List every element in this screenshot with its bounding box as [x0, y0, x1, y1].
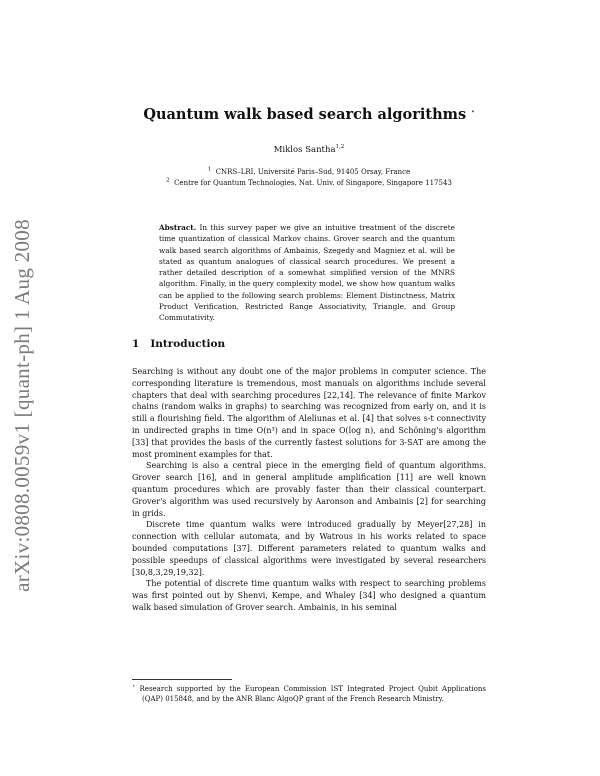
author-affil-marks: 1,2	[335, 144, 345, 151]
affiliations	[132, 167, 486, 189]
paragraph-3: Discrete time quantum walks were introduced gradually by Meyer[27,28] in connection with cellular automata, and by Watrous in his works related to space bounded computations [37]. Different parameters related to quantum walks and possible speedups of classical algorithms were investigated by several researchers [30,8,3,29,19,32].	[132, 520, 486, 577]
introduction-body	[132, 366, 486, 614]
footnote-text: Research supported by the European Commission IST Integrated Project Qubit Applications (QAP) 015848, and by the ANR Blanc AlgoQP grant of the French Research Ministry.	[139, 685, 486, 704]
paper-title	[132, 106, 486, 123]
footnote-rule	[132, 679, 232, 680]
footnote-mark: ⋆	[132, 683, 136, 690]
affiliation-2-text: Centre for Quantum Technologies, Nat. Univ. of Singapore, Singapore 117543	[174, 179, 452, 187]
affiliation-2-mark: 2	[166, 177, 170, 184]
arxiv-stamp	[2, 180, 42, 630]
affiliation-1-text: CNRS–LRI, Université Paris–Sud, 91405 Orsay, France	[215, 168, 411, 176]
abstract	[159, 222, 455, 324]
section-heading	[132, 338, 225, 350]
abstract-label: Abstract.	[159, 223, 197, 232]
section-number: 1	[132, 338, 140, 350]
abstract-text: In this survey paper we give an intuitive treatment of the discrete time quantization of classical Markov chains. Grover search and the quantum walk based search algorithms of Ambainis, Szegedy and Magniez et al. will be stated as quantum analogues of classical search procedures. We present a rather detailed description of a somewhat simplified version of the MNRS algorithm. Finally, in the query complexity model, we show how quantum walks can be applied to the following search problems: Element Distinctness, Matrix Product Verification, Restricted Range Associativity, Triangle, and Group Commutativity.	[159, 223, 455, 323]
affiliation-1-mark: 1	[207, 166, 212, 173]
paragraph-1: Searching is without any doubt one of the major problems in computer science. The corresponding literature is tremendous, most manuals on algorithms include several chapters that deal with searching procedures [22,14]. The relevance of finite Markov chains (random walks in graphs) to searching was recognized from early on, and it is still a flourishing field. The algorithm of Aleliunas et al. [4] that solves s-t connectivity in undirected graphs in time O(n³) and in space O(log n), and Schöning's algorithm [33] that provides the basis of the currently fastest solutions for 3-SAT are among the most prominent examples for that.	[132, 367, 486, 459]
arxiv-stamp-text: arXiv:0808.0059v1 [quant-ph] 1 Aug 2008	[9, 218, 34, 592]
section-title: Introduction	[150, 338, 226, 350]
affiliation-2	[132, 178, 486, 189]
author-line	[132, 145, 486, 155]
title-footnote-mark: ⋆	[471, 109, 475, 116]
paragraph-2: Searching is also a central piece in the emerging field of quantum algorithms. Grover search [16], and in general amplitude amplification [11] are well known quantum procedures which are provably faster than their classical counterpart. Grover's algorithm was used recursively by Aaronson and Ambainis [2] for searching in grids.	[132, 461, 486, 518]
author-name: Miklos Santha	[273, 145, 336, 155]
footnote	[132, 684, 486, 705]
paragraph-4: The potential of discrete time quantum walks with respect to searching problems was first pointed out by Shenvi, Kempe, and Whaley [34] who designed a quantum walk based simulation of Grover search. Ambainis, in his seminal	[132, 579, 486, 612]
paper-title-text: Quantum walk based search algorithms	[143, 106, 467, 123]
affiliation-1	[132, 167, 486, 178]
